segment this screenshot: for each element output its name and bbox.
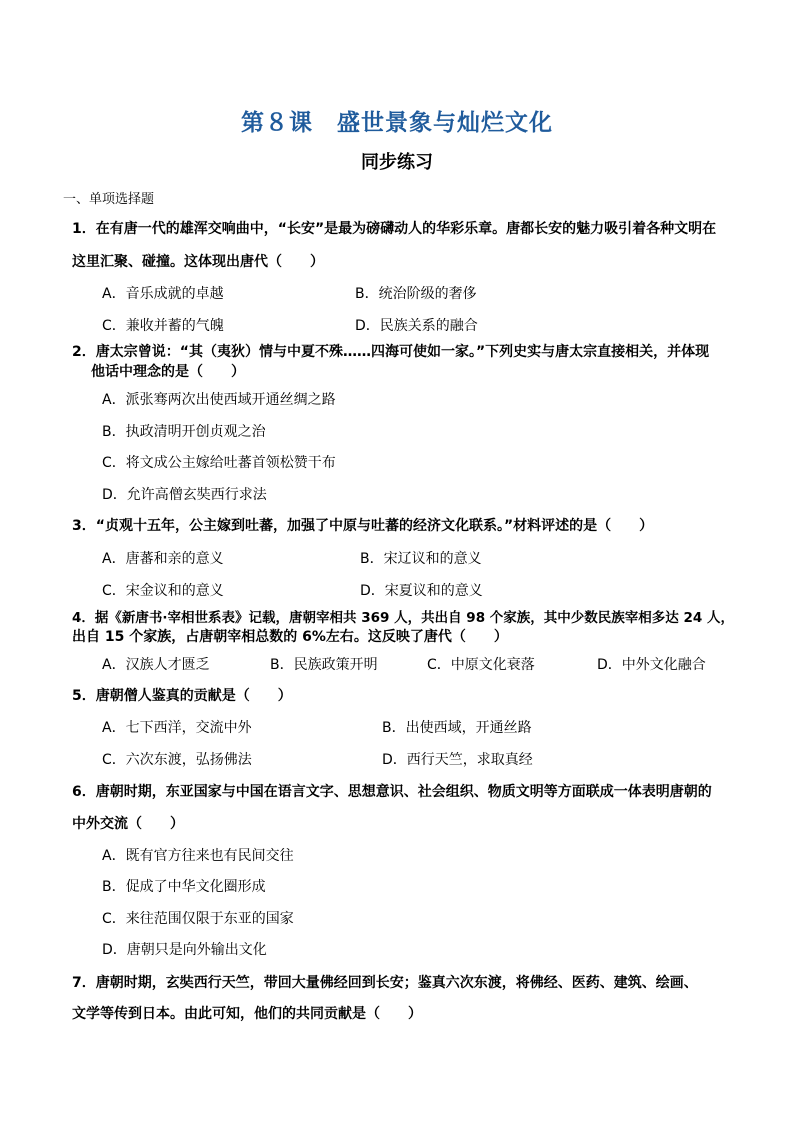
question-1-option-b: B．统治阶级的奢侈 bbox=[355, 286, 477, 302]
question-5-option-d: D．西行天竺，求取真经 bbox=[382, 752, 533, 768]
question-2-stem-line-1: 2．唐太宗曾说：“其（夷狄）情与中夏不殊……四海可使如一家。”下列史实与唐太宗直接相关，并体现 bbox=[72, 344, 710, 360]
question-6-option-d: D．唐朝只是向外输出文化 bbox=[102, 942, 267, 958]
question-1-option-d: D．民族关系的融合 bbox=[355, 318, 478, 334]
question-1-option-c: C．兼收并蓄的气魄 bbox=[102, 318, 224, 334]
section-heading: 一、单项选择题 bbox=[63, 192, 155, 207]
question-6-stem-line-1: 6．唐朝时期，东亚国家与中国在语言文字、思想意识、社会组织、物质文明等方面联成一体表明唐朝的 bbox=[72, 784, 712, 800]
question-4-stem-line-1: 4．据《新唐书·宰相世系表》记载，唐朝宰相共 369 人，共出自 98 个家族，其中少数民族宰相多达 24 人， bbox=[72, 610, 734, 626]
lesson-title: 第８课 盛世景象与灿烂文化 bbox=[241, 109, 553, 136]
question-5-stem: 5．唐朝僧人鉴真的贡献是（ ） bbox=[72, 688, 292, 704]
question-3-option-d: D．宋夏议和的意义 bbox=[360, 583, 483, 599]
question-5-option-a: A．七下西洋，交流中外 bbox=[102, 720, 252, 736]
question-3-option-a: A．唐蕃和亲的意义 bbox=[102, 551, 224, 567]
question-4-stem-line-2: 出自 15 个家族，占唐朝宰相总数的 6%左右。这反映了唐代（ ） bbox=[72, 629, 508, 645]
question-2-option-b: B．执政清明开创贞观之治 bbox=[102, 424, 266, 440]
question-7-stem-line-2: 文学等传到日本。由此可知，他们的共同贡献是（ ） bbox=[72, 1006, 422, 1022]
question-4-option-b: B．民族政策开明 bbox=[270, 657, 378, 673]
question-3-option-b: B．宋辽议和的意义 bbox=[360, 551, 482, 567]
question-4-option-a: A．汉族人才匮乏 bbox=[102, 657, 210, 673]
question-6-option-c: C．来往范围仅限于东亚的国家 bbox=[102, 911, 294, 927]
question-3-option-c: C．宋金议和的意义 bbox=[102, 583, 224, 599]
lesson-subtitle: 同步练习 bbox=[361, 152, 433, 173]
question-5-option-b: B．出使西域，开通丝路 bbox=[382, 720, 532, 736]
question-6-option-a: A．既有官方往来也有民间交往 bbox=[102, 848, 294, 864]
question-6-option-b: B．促成了中华文化圈形成 bbox=[102, 879, 266, 895]
question-2-option-c: C．将文成公主嫁给吐蕃首领松赞干布 bbox=[102, 455, 336, 471]
question-7-stem-line-1: 7．唐朝时期，玄奘西行天竺，带回大量佛经回到长安；鉴真六次东渡，将佛经、医药、建筑、绘画、 bbox=[72, 975, 698, 991]
question-2-option-a: A．派张骞两次出使西域开通丝绸之路 bbox=[102, 392, 336, 408]
question-1-stem-line-1: 1．在有唐一代的雄浑交响曲中，“长安”是最为磅礴动人的华彩乐章。唐都长安的魅力吸引着各种文明在 bbox=[72, 221, 717, 237]
question-3-stem: 3．“贞观十五年，公主嫁到吐蕃，加强了中原与吐蕃的经济文化联系。”材料评述的是（ ） bbox=[72, 518, 654, 534]
question-1-option-a: A．音乐成就的卓越 bbox=[102, 286, 224, 302]
question-6-stem-line-2: 中外交流（ ） bbox=[72, 816, 184, 832]
question-1-stem-line-2: 这里汇聚、碰撞。这体现出唐代（ ） bbox=[72, 254, 324, 270]
question-2-stem-line-2: 他话中理念的是（ ） bbox=[91, 364, 245, 380]
question-2-option-d: D．允许高僧玄奘西行求法 bbox=[102, 487, 267, 503]
question-4-option-c: C．中原文化衰落 bbox=[427, 657, 535, 673]
question-5-option-c: C．六次东渡，弘扬佛法 bbox=[102, 752, 252, 768]
question-4-option-d: D．中外文化融合 bbox=[597, 657, 706, 673]
